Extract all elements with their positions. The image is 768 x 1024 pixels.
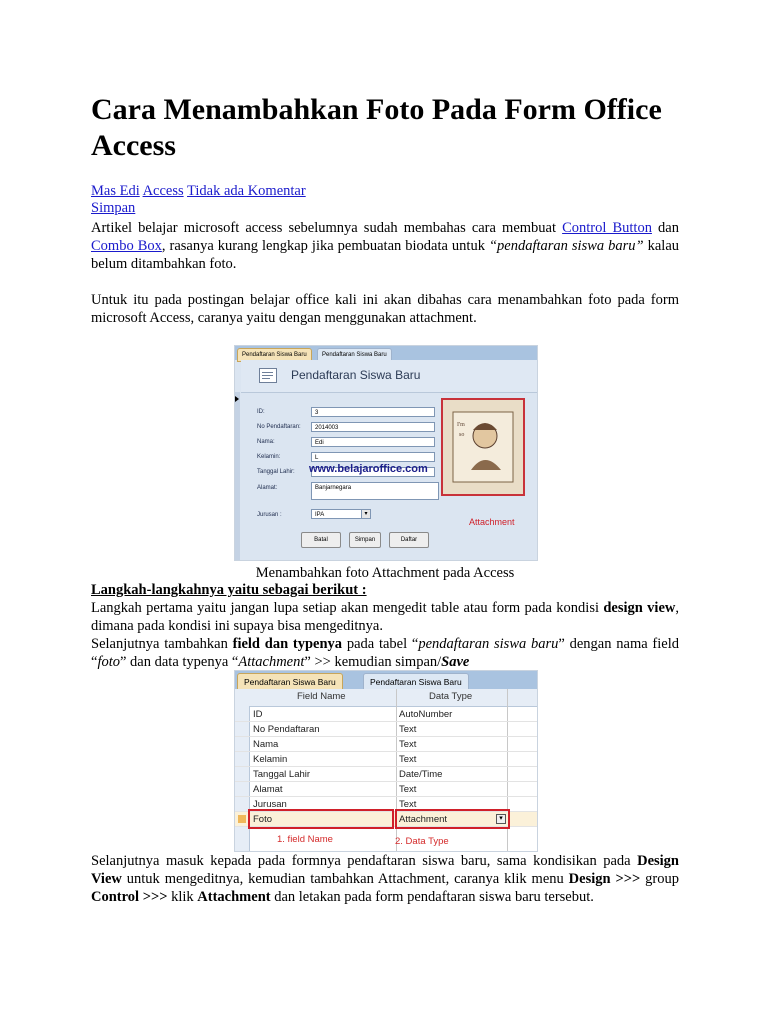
data-type-cell: AutoNumber: [399, 709, 453, 720]
field-id[interactable]: 3: [311, 407, 435, 417]
field-name-cell: No Pendaftaran: [253, 724, 320, 735]
field-name-annotation: 1. field Name: [277, 834, 333, 845]
category-link[interactable]: Access: [142, 183, 184, 199]
emphasis: pendaftaran siswa baru: [418, 636, 559, 652]
bold-text: Design View: [91, 853, 679, 887]
comments-link[interactable]: Tidak ada Komentar: [187, 183, 306, 199]
text: , dimana pada kondisi ini supaya bisa mengeditnya.: [91, 600, 679, 634]
data-type-cell: Text: [399, 784, 417, 795]
post-meta: [91, 183, 306, 217]
emphasis: foto: [97, 654, 120, 670]
data-type-cell: Text: [399, 724, 417, 735]
record-selector: [235, 392, 240, 560]
attachment-annotation: Attachment: [469, 517, 515, 527]
tab-bar: [235, 346, 537, 360]
bold-text: Attachment: [197, 889, 271, 905]
table-row[interactable]: [235, 722, 537, 737]
data-type-cell: Text: [399, 739, 417, 750]
field-no-pendaftaran[interactable]: 2014003: [311, 422, 435, 432]
table-row[interactable]: [235, 707, 537, 722]
emphasis: “pendaftaran siswa baru”: [488, 238, 644, 254]
tab-form: Pendaftaran Siswa Baru: [237, 348, 312, 362]
text: klik: [167, 889, 198, 905]
record-pointer-icon: [235, 396, 239, 402]
field-kelamin[interactable]: L: [311, 452, 435, 462]
batal-button[interactable]: Batal: [301, 532, 341, 548]
simpan-button[interactable]: Simpan: [349, 532, 381, 548]
tab-form-design: Pendaftaran Siswa Baru: [363, 673, 469, 691]
highlight-data-type: [395, 809, 510, 829]
form-header: [241, 360, 537, 393]
field-name-cell: ID: [253, 709, 263, 720]
field-name-cell: Kelamin: [253, 754, 288, 765]
data-type-cell: Text: [399, 799, 417, 810]
data-type-header: Data Type: [429, 691, 473, 702]
emphasis: Attachment: [238, 654, 305, 670]
field-nama[interactable]: Edi: [311, 437, 435, 447]
table-row[interactable]: [235, 782, 537, 797]
step-three-paragraph: [91, 852, 679, 906]
label-tanggal-lahir: Tanggal Lahir:: [257, 469, 295, 475]
photo-caricature-icon: [443, 400, 523, 494]
text: dan letakan pada form pendaftaran siswa baru tersebut.: [270, 889, 594, 905]
field-alamat[interactable]: Banjarnegara: [311, 482, 439, 500]
form-icon: [259, 368, 277, 383]
text: ” dan data typenya “: [120, 654, 239, 670]
highlight-field-name: [248, 809, 394, 829]
dropdown-arrow-icon[interactable]: ▾: [496, 814, 506, 824]
bold-text: Control >>>: [91, 889, 168, 905]
attachment-control[interactable]: [441, 398, 525, 496]
text: pada tabel “: [342, 636, 419, 652]
step-two-paragraph: [91, 635, 679, 671]
table-row[interactable]: [235, 752, 537, 767]
text: Selanjutnya tambahkan: [91, 636, 233, 652]
tab-bar: [235, 671, 537, 689]
second-paragraph: Untuk itu pada postingan belajar office kali ini akan dibahas cara menambahkan foto pada form microsoft Access, caranya yaitu dengan menggunakan attachment.: [91, 292, 679, 326]
field-jurusan[interactable]: IPA: [311, 509, 371, 519]
text: kalau belum ditambahkan foto.: [91, 238, 680, 272]
grid-header: [235, 689, 537, 707]
author-link[interactable]: Mas Edi: [91, 183, 140, 199]
dropdown-arrow-icon[interactable]: ▾: [361, 509, 371, 519]
step-one-paragraph: [91, 599, 679, 635]
label-kelamin: Kelamin:: [257, 454, 281, 460]
field-name-header: Field Name: [297, 691, 346, 702]
bold-text: design view: [603, 600, 676, 616]
bold-text: Design >>>: [568, 871, 641, 887]
tab-table: Pendaftaran Siswa Baru: [317, 348, 392, 362]
label-alamat: Alamat:: [257, 485, 278, 491]
svg-text:so: so: [459, 432, 465, 438]
label-jurusan: Jurusan :: [257, 512, 282, 518]
steps-heading: Langkah-langkahnya yaitu sebagai berikut :: [91, 582, 367, 598]
table-row[interactable]: [235, 737, 537, 752]
article-title: Cara Menambahkan Foto Pada Form Office Access: [91, 93, 662, 162]
text: group: [640, 871, 679, 887]
save-link[interactable]: Simpan: [91, 200, 136, 216]
bold-text: field dan typenya: [232, 636, 343, 652]
bold-emphasis: Save: [441, 654, 470, 670]
field-name-cell: Tanggal Lahir: [253, 769, 311, 780]
field-name-cell: Nama: [253, 739, 279, 750]
form-title: Pendaftaran Siswa Baru: [291, 368, 421, 382]
label-no-pendaftaran: No Pendaftaran:: [257, 424, 301, 430]
label-nama: Nama:: [257, 439, 275, 445]
data-type-cell: Text: [399, 754, 417, 765]
form-screenshot: [234, 345, 538, 561]
field-name-cell: Jurusan: [253, 799, 287, 810]
intro-paragraph: [91, 219, 679, 273]
text: Selanjutnya masuk kepada pada formnya pendaftaran siswa baru, sama kondisikan pada: [91, 853, 638, 869]
combo-box-link[interactable]: Combo Box: [91, 238, 162, 254]
field-name-cell: Foto: [253, 814, 273, 825]
svg-text:I'm: I'm: [457, 422, 465, 428]
watermark: www.belajaroffice.com: [309, 463, 428, 475]
text: Langkah pertama yaitu jangan lupa setiap akan mengedit table atau form pada kondisi: [91, 600, 604, 616]
text: ” dengan nama field “: [91, 636, 680, 670]
tab-table-design: Pendaftaran Siswa Baru: [237, 673, 343, 691]
text: dan: [651, 220, 679, 236]
control-button-link[interactable]: Control Button: [562, 220, 652, 236]
text: Artikel belajar microsoft access sebelumnya sudah membahas cara membuat: [91, 220, 563, 236]
data-type-cell: Date/Time: [399, 769, 443, 780]
text: untuk mengeditnya, kemudian tambahkan Attachment, caranya klik menu: [121, 871, 569, 887]
table-design-screenshot: [234, 670, 538, 852]
data-type-cell: Attachment: [399, 814, 448, 825]
text: ” >> kemudian simpan/: [304, 654, 442, 670]
field-name-cell: Alamat: [253, 784, 283, 795]
row-pointer-icon: [238, 815, 246, 823]
data-type-annotation: 2. Data Type: [395, 836, 449, 847]
label-id: ID:: [257, 409, 265, 415]
table-row[interactable]: [235, 767, 537, 782]
figure-caption: Menambahkan foto Attachment pada Access: [255, 565, 515, 581]
daftar-button[interactable]: Daftar: [389, 532, 429, 548]
text: , rasanya kurang lengkap jika pembuatan biodata untuk: [161, 238, 489, 254]
